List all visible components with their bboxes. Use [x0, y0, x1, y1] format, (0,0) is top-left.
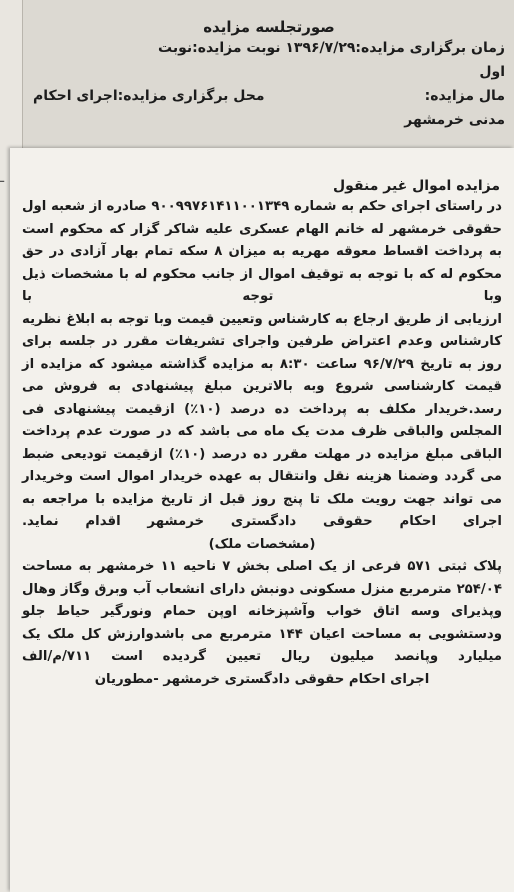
notice-body	[10, 194, 514, 691]
clipping-item-label: مال مزایده:	[424, 88, 505, 104]
notice-heading: مزایده اموال غیر منقول	[333, 178, 500, 194]
clipping-round-line: اول	[479, 64, 505, 80]
clipping-location-label: محل برگزاری مزایده:اجرای احکام	[33, 88, 265, 104]
clipping-location-cont: مدنی خرمشهر	[404, 112, 505, 128]
notice-signature: اجرای احکام حقوقی دادگستری خرمشهر -مطوریان	[94, 671, 430, 687]
paper-mark: ـ	[0, 170, 5, 186]
clipping-date-line: زمان برگزاری مزایده:۱۳۹۶/۷/۲۹ نوبت مزایده:نوبت	[158, 40, 505, 56]
paragraph-judgment: در راستای اجرای حکم به شماره ۹۰۰۹۹۷۶۱۴۱۱۰۰۱۳۴۹ صادره از شعبه اول حقوقی خرمشهر له خانم الهام عسکری علیه شاکر گزار که محکوم است به پرداخت اقساط معوقه مهریه به میزان ۸ سکه تمام بهار آزادی در حق محکوم له که با توجه به توقیف اموال از جانب محکوم له با مشخصات ذیل وبا توجه با	[22, 199, 502, 304]
clipping-location-row	[23, 84, 514, 108]
auction-notice	[10, 148, 514, 892]
specs-title: (مشخصات ملک)	[208, 536, 316, 552]
paragraph-property: پلاک ثبتی ۵۷۱ فرعی از یک اصلی بخش ۷ ناحیه ۱۱ خرمشهر به مساحت ۲۵۴/۰۴ مترمربع منزل مسکونی دونبش دارای انشعاب آب وبرق وگاز وهال وپذیرای وسه اتاق خواب وآشپزخانه اوپن حمام ونورگیر حیاط جلو ودستشویی به مساحت اعیان ۱۴۴ مترمربع می باشدوارزش کل ملک یک میلیارد وپانصد میلیون ریال تعیین گردیده است ۷۱۱/م/الف	[22, 559, 503, 664]
previous-clipping	[22, 0, 514, 160]
paragraph-terms: ارزیابی از طریق ارجاع به کارشناس وتعیین قیمت وبا توجه به ابلاغ نظریه کارشناس وعدم اعتراض طرفین واجرای تشریفات مقرر در جلسه برای روز به تاریخ ۹۶/۷/۲۹ ساعت ۸:۳۰ به مزایده گذاشته میشود که مزایده از قیمت کارشناسی شروع وبه بالاترین مبلغ پیشنهادی به فروش می رسد.خریدار مکلف به پرداخت ده درصد (۱۰٪) ازقیمت پیشنهادی فی المجلس والباقی ظرف مدت یک ماه می باشد که در صورت عدم پرداخت الباقی مبلغ مزایده در مهلت مقرر ده درصد (۱۰٪) ازقیمت تودیعی ضبط می گردد وضمنا هزینه نقل وانتقال به عهده خریدار اموال است وخریدار می تواند جهت رویت ملک تا پنج روز قبل از تاریخ مزایده با مراجعه به اجرای احکام حقوقی دادگستری خرمشهر اقدام نماید.	[22, 311, 503, 529]
clipping-title: صورتجلسه مزایده	[203, 18, 335, 36]
